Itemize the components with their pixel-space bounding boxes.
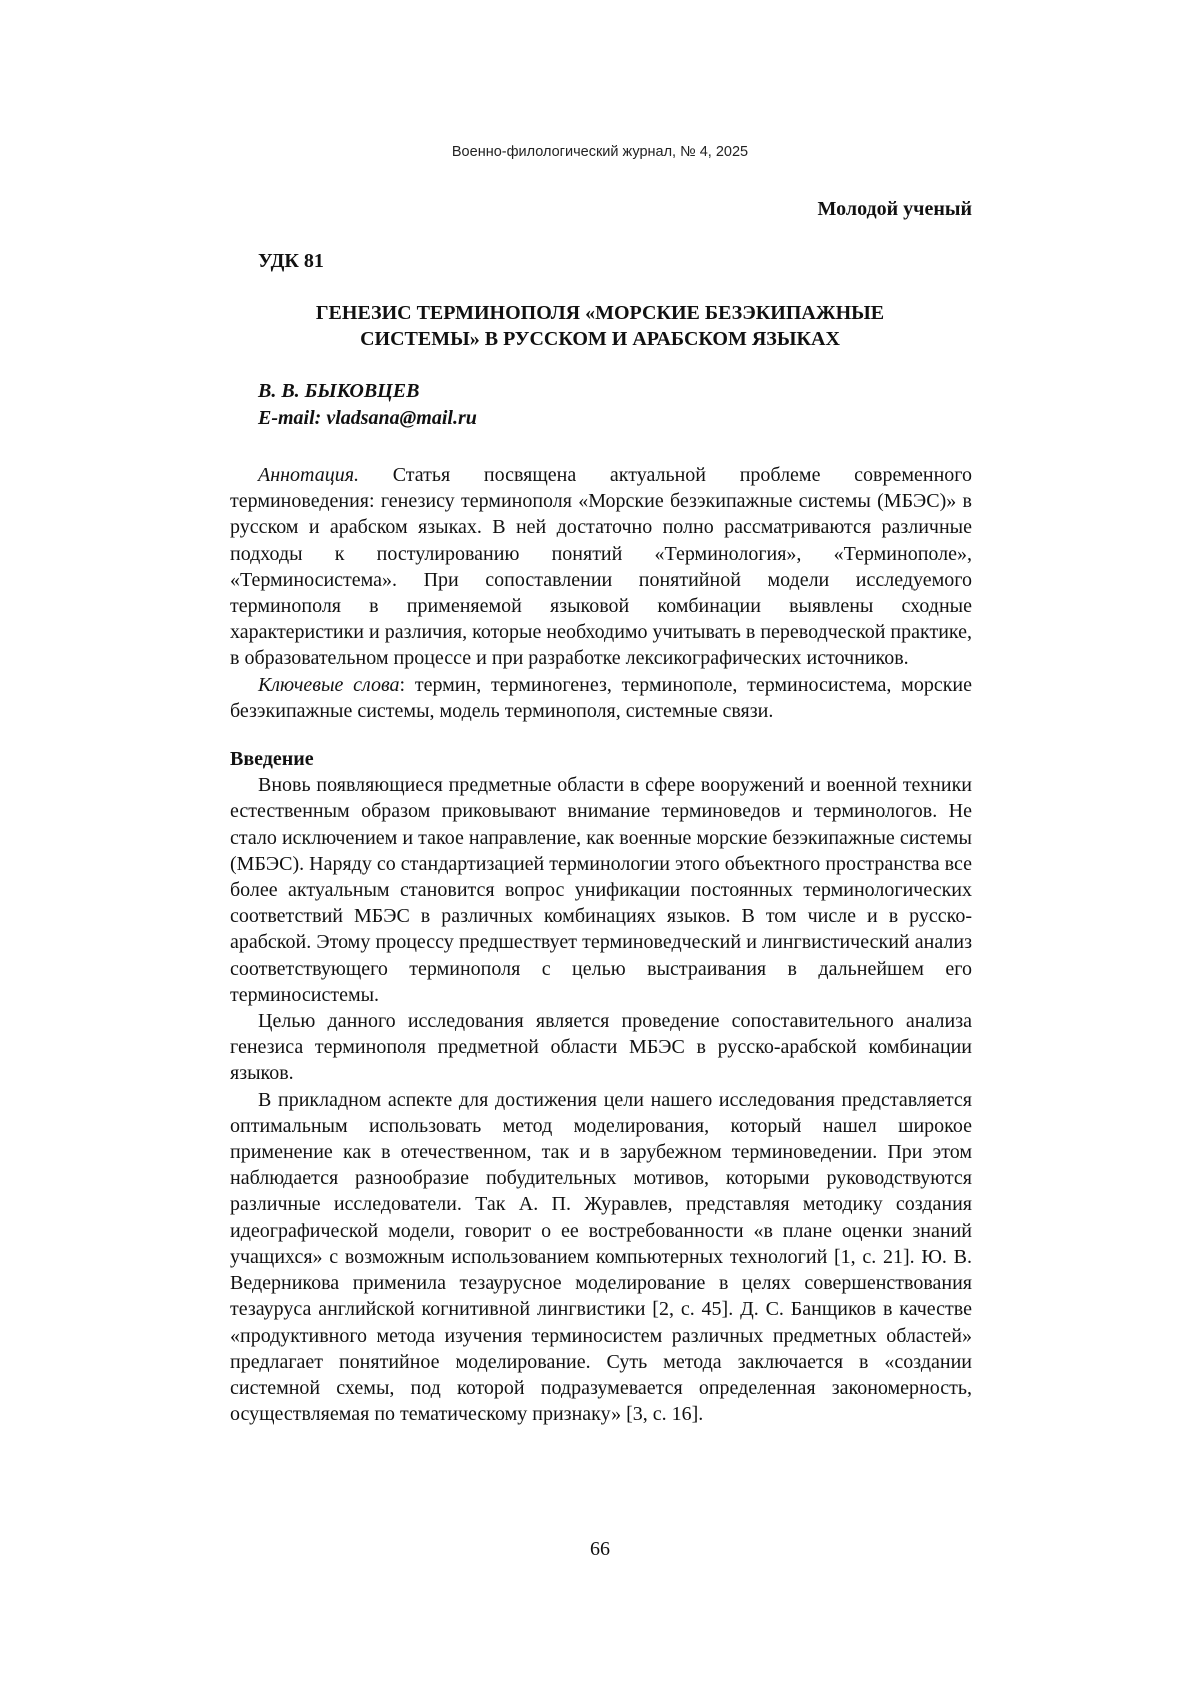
- keywords-paragraph: [230, 672, 972, 724]
- article-title: [240, 300, 960, 352]
- page-number: 66: [590, 1538, 610, 1560]
- title-line-2: СИСТЕМЫ» В РУССКОМ И АРАБСКОМ ЯЗЫКАХ: [360, 328, 840, 350]
- intro-paragraph-2: Целью данного исследования является проведение сопоставительного анализа генезиса терминополя предметной области МБЭС в русско-арабской комбинации языков.: [230, 1010, 972, 1085]
- keywords-text: : термин, терминогенез, терминополе, терминосистема, морские безэкипажные системы, модель терминополя, системные связи.: [230, 673, 973, 722]
- title-line-1: ГЕНЕЗИС ТЕРМИНОПОЛЯ «МОРСКИЕ БЕЗЭКИПАЖНЫЕ: [315, 302, 885, 324]
- keywords-label: Ключевые слова: [258, 673, 400, 696]
- article-body: [230, 462, 972, 1427]
- intro-heading: Введение: [230, 748, 314, 771]
- author-name: В. В. БЫКОВЦЕВ: [258, 380, 420, 402]
- author-email: E-mail: vladsana@mail.ru: [258, 407, 477, 429]
- intro-paragraph-1: Вновь появляющиеся предметные области в сфере вооружений и военной техники естественным образом приковывают внимание терминоведов и терминологов. Не стало исключением и такое направление, как военные морские безэкипажные системы (МБЭС). Наряду со стандартизацией терминологии этого объектного пространства все более актуальным становится вопрос унификации постоянных терминологических соответствий МБЭС в различных комбинациях языков. В том числе и в русско-арабской. Этому процессу предшествует терминоведческий и лингвистический анализ соответствующего терминополя с целью выстраивания в дальнейшем его терминосистемы.: [230, 774, 972, 1006]
- abstract-label: Аннотация.: [258, 464, 360, 486]
- section-rubric: Молодой ученый: [817, 198, 972, 220]
- udk-code: УДК 81: [258, 250, 324, 272]
- abstract-paragraph: [230, 462, 972, 672]
- running-header: Военно-филологический журнал, № 4, 2025: [451, 144, 749, 160]
- abstract-text: Статья посвящена актуальной проблеме современного терминоведения: генезису терминополя «Морские безэкипажные системы (МБЭС)» в русском и арабском языках. В ней достаточно полно рассматриваются различные подходы к постулированию понятий «Терминология», «Терминополе», «Терминосистема». При сопоставлении понятийной модели исследуемого терминополя в применяемой языковой комбинации выявлены сходные характеристики и различия, которые необходимо учитывать в переводческой практике, в образовательном процессе и при разработке лексикографических источников.: [230, 464, 972, 670]
- author-block: [258, 378, 477, 432]
- intro-paragraph-3: В прикладном аспекте для достижения цели нашего исследования представляется оптимальным использовать метод моделирования, который нашел широкое применение как в отечественном, так и в зарубежном терминоведении. При этом наблюдается разнообразие побудительных мотивов, которыми руководствуются различные исследователи. Так А. П. Журавлев, представляя методику создания идеографической модели, говорит о ее востребованности «в плане оценки знаний учащихся» с возможным использованием компьютерных технологий [1, с. 21]. Ю. В. Ведерникова применила тезаурусное моделирование в целях совершенствования тезауруса английской когнитивной лингвистики [2, с. 45]. Д. С. Банщиков в качестве «продуктивного метода изучения терминосистем различных предметных областей» предлагает понятийное моделирование. Суть метода заключается в «создании системной схемы, под которой подразумевается определенная закономерность, осуществляемая по тематическому признаку» [3, с. 16].: [230, 1088, 972, 1426]
